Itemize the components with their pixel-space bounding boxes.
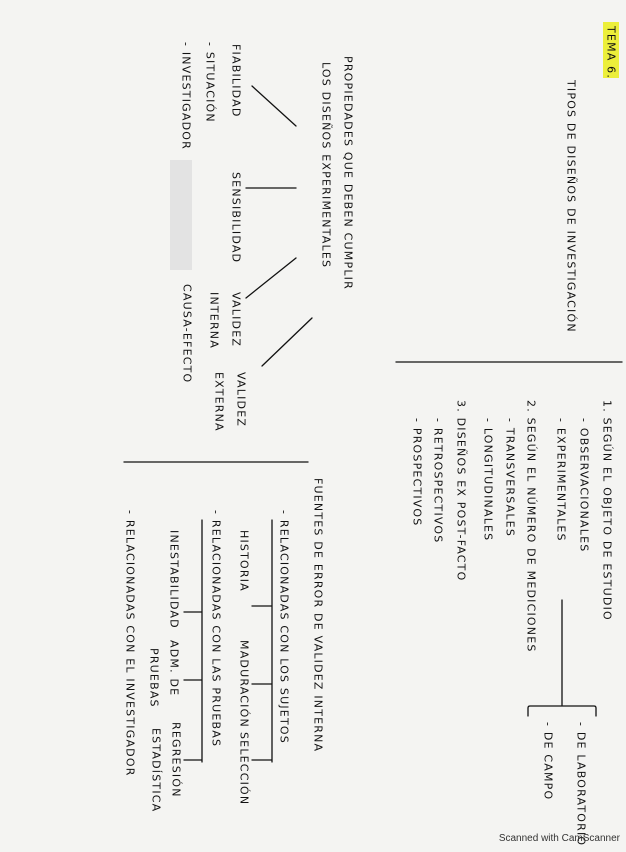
erased-mark — [170, 160, 192, 270]
pruebas-heading: - RELACIONADAS CON LAS PRUEBAS — [209, 510, 223, 748]
s3-heading: 3. DISEÑOS EX POST-FACTO — [454, 400, 468, 582]
s2-item-longitudinales: - LONGITUDINALES — [481, 418, 495, 542]
validez-interna-2: INTERNA — [207, 292, 221, 349]
causa-efecto: CAUSA-EFECTO — [180, 284, 194, 384]
validez-interna-1: VALIDEZ — [229, 292, 243, 348]
pruebas-pruebas: PRUEBAS — [147, 648, 161, 708]
scanner-footer: Scanned with CamScanner — [498, 833, 620, 844]
de-laboratorio: - DE LABORATORIO — [574, 722, 588, 847]
fiabilidad: FIABILIDAD — [229, 44, 243, 118]
sujetos-seleccion: SELECCIÓN — [237, 732, 251, 806]
s1-item-observacionales: - OBSERVACIONALES — [577, 418, 591, 553]
fuentes-title: FUENTES DE ERROR DE VALIDEZ INTERNA — [311, 478, 325, 753]
sujetos-maduracion: MADURACIÓN — [237, 640, 251, 728]
propiedades-title-2: LOS DISEÑOS EXPERIMENTALES — [319, 62, 333, 269]
pruebas-adm-de: ADM. DE — [167, 640, 181, 697]
pruebas-estadistica: ESTADÍSTICA — [149, 728, 163, 813]
investigador-heading: - RELACIONADAS CON EL INVESTIGADOR — [123, 510, 137, 777]
pruebas-regresion: REGRESIÓN — [169, 722, 183, 798]
fiabilidad-situacion: - SITUACIÓN — [203, 42, 217, 123]
validez-externa-1: VALIDEZ — [234, 372, 248, 428]
s2-heading: 2. SEGÚN EL NÚMERO DE MEDICIONES — [524, 400, 538, 653]
s1-item-experimentales: - EXPERIMENTALES — [554, 418, 568, 542]
validez-externa-2: EXTERNA — [212, 372, 226, 432]
diseños-title: TIPOS DE DISEÑOS DE INVESTIGACIÓN — [564, 80, 578, 333]
propiedades-title-1: PROPIEDADES QUE DEBEN CUMPLIR — [341, 56, 355, 290]
sujetos-heading: - RELACIONADAS CON LOS SUJETOS — [277, 510, 291, 744]
line-to-validez-interna — [246, 258, 296, 298]
s2-item-transversales: - TRANSVERSALES — [503, 418, 517, 538]
fiabilidad-investigador: - INVESTIGADOR — [179, 42, 193, 150]
pruebas-inestabilidad: INESTABILIDAD — [167, 530, 181, 629]
experimentales-bracket — [528, 706, 596, 716]
line-to-validez-externa — [262, 318, 312, 366]
sujetos-historia: HISTORIA — [237, 530, 251, 592]
pruebas-connectors — [184, 520, 202, 762]
s1-heading: 1. SEGÚN EL OBJETO DE ESTUDIO — [600, 400, 614, 621]
sensibilidad: SENSIBILIDAD — [229, 172, 243, 264]
s3-item-retrospectivos: - RETROSPECTIVOS — [431, 418, 445, 544]
sujetos-connectors — [252, 520, 272, 762]
s3-item-prospectivos: - PROSPECTIVOS — [410, 418, 424, 527]
tema-label: TEMA 6. — [604, 26, 618, 80]
line-to-fiabilidad — [252, 86, 296, 126]
de-campo: - DE CAMPO — [541, 722, 555, 801]
